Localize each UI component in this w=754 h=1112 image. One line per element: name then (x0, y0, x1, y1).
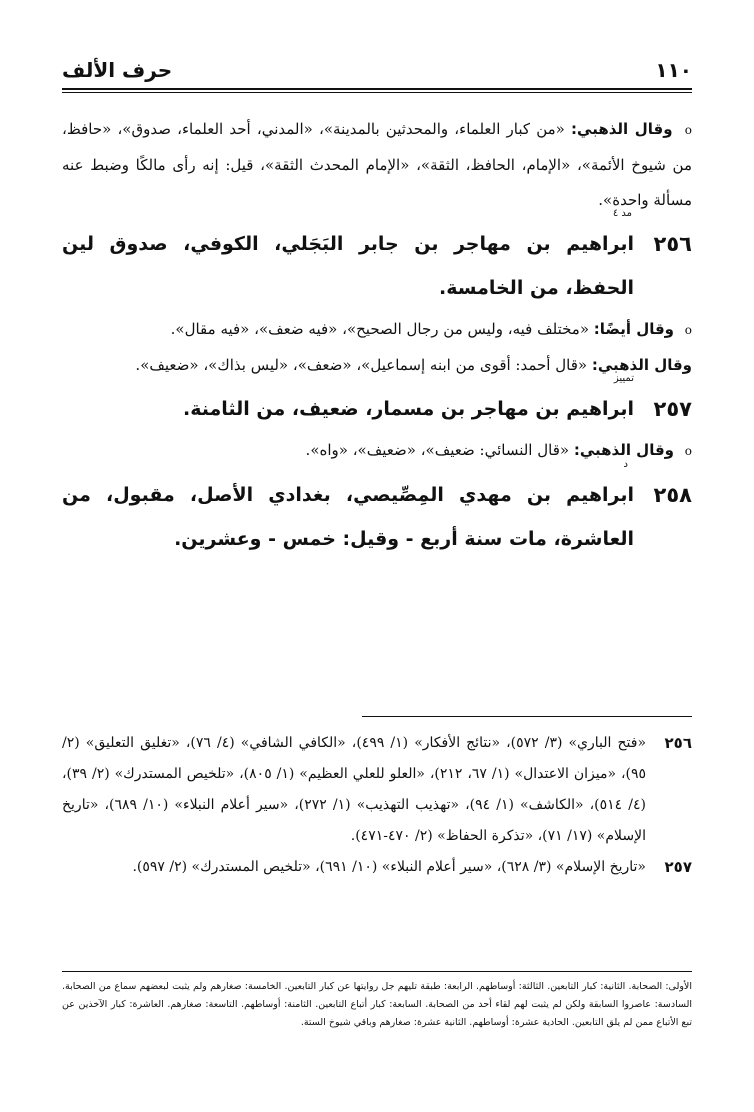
quote-label: وقال الذهبي: (573, 441, 674, 459)
footnote-separator (362, 716, 692, 717)
bullet-circle-icon: o (684, 123, 692, 137)
footnote-text: «تاريخ الإسلام» (٣/ ٦٢٨)، «سير أعلام النبلاء» (١٠/ ٦٩١)، «تلخيص المستدرك» (٢/ ٥٩٧). (132, 859, 646, 875)
bullet-circle-icon: o (684, 323, 692, 337)
quote-paragraph (62, 348, 692, 383)
bullet-circle-icon: o (684, 444, 692, 458)
entry-number: ٢٥٧ (653, 397, 692, 421)
quote-text: «من كبار العلماء، والمحدثين بالمدينة»، «المدني، أحد العلماء، صدوق»، «حافظ، من شيوخ الأئمة»، «الإمام، الحافظ، الثقة»، «الإمام المحدث الثقة»، قيل: إنه رأى مالكًا وضبط عنه مسألة واحدة». (62, 120, 692, 209)
quote-paragraph (62, 312, 692, 348)
footnote-number: ٢٥٦ (664, 734, 692, 752)
chapter-title: حرف الألف (62, 58, 173, 82)
header-rule (62, 88, 692, 90)
legend-separator (62, 971, 692, 972)
entry-text: ابراهيم بن مهدي المِصِّيصي، بغدادي الأصل، مقبول، من العاشرة، مات سنة أربع - وقيل: خمس - وعشرين. (62, 484, 634, 550)
entry-symbol: تمييز (613, 373, 634, 384)
page-header (62, 52, 692, 88)
footnotes (62, 728, 692, 883)
footnote (62, 852, 692, 883)
entry-text: ابراهيم بن مهاجر بن جابر البَجَلي، الكوفي، صدوق لين الحفظ، من الخامسة. (62, 233, 634, 299)
entry-number: ٢٥٦ (653, 232, 692, 256)
quote-label: وقال الذهبي: (591, 356, 692, 374)
main-text (62, 112, 692, 563)
quote-paragraph (62, 433, 692, 469)
footnote-number: ٢٥٧ (664, 858, 692, 876)
biography-entry (62, 208, 692, 310)
header-rule-thin (62, 92, 692, 93)
biography-entry (62, 459, 692, 561)
quote-paragraph (62, 112, 692, 218)
entry-symbol: د (623, 459, 628, 470)
entry-text: ابراهيم بن مهاجر بن مسمار، ضعيف، من الثامنة. (183, 398, 634, 420)
quote-text: «مختلف فيه، وليس من رجال الصحيح»، «فيه ضعف»، «فيه مقال». (170, 320, 589, 338)
quote-label: وقال أيضًا: (593, 320, 674, 338)
tabaqat-legend: الأولى: الصحابة. الثانية: كبار التابعين. الثالثة: أوساطهم. الرابعة: طبقة تليهم جل روايتها عن كبار التابعين. الخامسة: صغارهم ولم يثبت لبعضهم سماع من الصحابة. السادسة: عاصروا السابقة ولكن لم يثبت لهم لقاء أحد من الصحابة. السابعة: كبار أتباع التابعين. الثامنة: أوساطهم. التاسعة: صغارهم. العاشرة: كبار الآخذين عن تبع الأتباع ممن لم يلق التابعين. الحادية عشرة: أوساطهم. الثانية عشرة: صغارهم وباقي شيوخ الستة. (62, 981, 692, 1028)
quote-label: وقال الذهبي: (571, 120, 673, 138)
page-number: ١١٠ (655, 58, 692, 82)
entry-number: ٢٥٨ (653, 483, 692, 507)
quote-text: «قال النسائي: ضعيف»، «ضعيف»، «واه». (305, 441, 570, 459)
footnote-text: «فتح الباري» (٣/ ٥٧٢)، «نتائج الأفكار» (١/ ٤٩٩)، «الكافي الشافي» (٤/ ٧٦)، «تغليق التعليق» (٢/ ٩٥)، «ميزان الاعتدال» (١/ ٦٧، ٢١٢)، «العلو للعلي العظيم» (١/ ٨٠٥)، «تلخيص المستدرك» (٢/ ٣٩)، (٤/ ٥١٤)، «الكاشف» (١/ ٩٤)، «تهذيب التهذيب» (١/ ٢٧٢)، «سير أعلام النبلاء» (١٠/ ٦٨٩)، «تاريخ الإسلام» (١٧/ ٧١)، «تذكرة الحفاظ» (٢/ ٤٧٠-٤٧١). (62, 735, 647, 844)
biography-entry (62, 373, 692, 431)
footnote (62, 728, 692, 852)
quote-text: «قال أحمد: أقوى من ابنه إسماعيل»، «ضعف»، «ليس بذاك»، «ضعيف». (135, 356, 588, 374)
entry-symbol: مد ٤ (612, 208, 632, 219)
